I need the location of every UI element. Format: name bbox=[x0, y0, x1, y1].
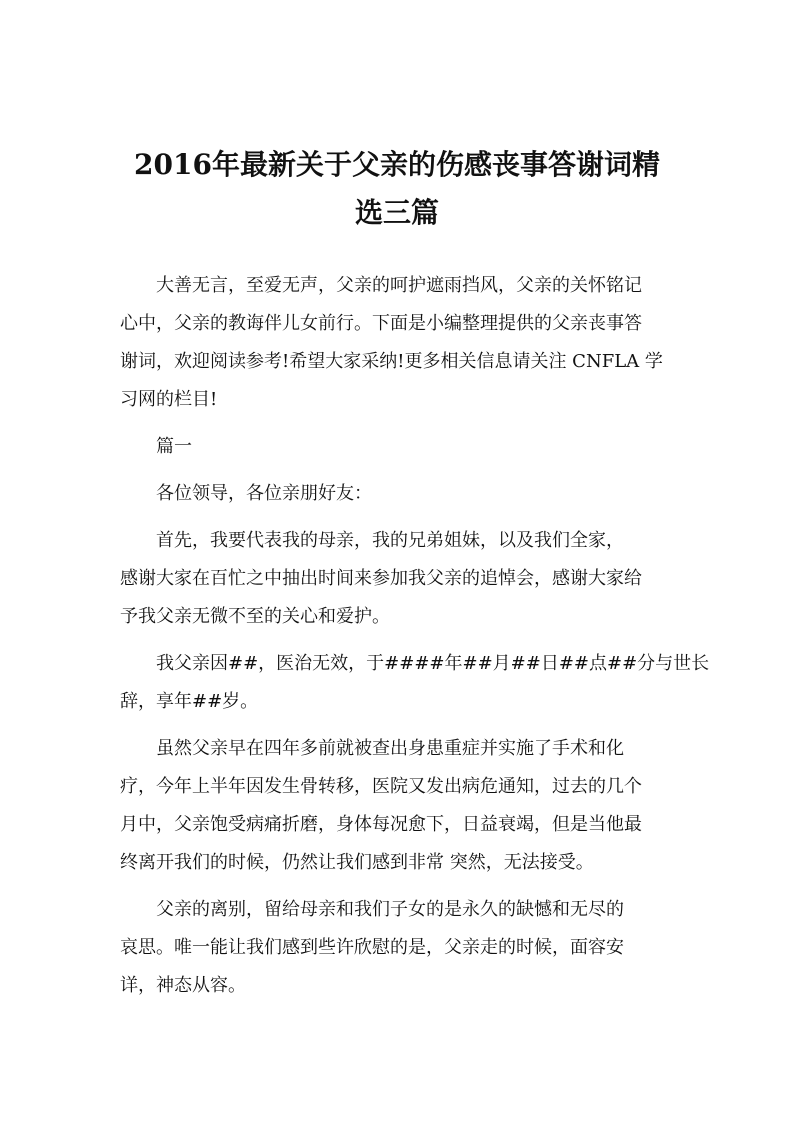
paragraph-1-line-1: 首先，我要代表我的母亲，我的兄弟姐妹，以及我们全家， bbox=[156, 530, 624, 551]
intro-line-2: 心中，父亲的教诲伴儿女前行。下面是小编整理提供的父亲丧事答 bbox=[120, 313, 642, 334]
paragraph-3-line-2: 疗，今年上半年因发生骨转移，医院又发出病危通知，过去的几个 bbox=[120, 776, 642, 797]
greeting-line: 各位领导，各位亲朋好友： bbox=[156, 483, 372, 504]
paragraph-2-line-2: 辞，享年##岁。 bbox=[120, 691, 259, 712]
intro-line-1: 大善无言，至爱无声，父亲的呵护遮雨挡风，父亲的关怀铭记 bbox=[156, 275, 642, 296]
document-title-line-1: 2016年最新关于父亲的伤感丧事答谢词精 bbox=[134, 148, 660, 181]
paragraph-3-line-4: 终离开我们的时候，仍然让我们感到非常 突然，无法接受。 bbox=[120, 852, 594, 873]
paragraph-4-line-2: 哀思。唯一能让我们感到些许欣慰的是，父亲走的时候，面容安 bbox=[120, 937, 624, 958]
intro-line-3: 谢词，欢迎阅读参考!希望大家采纳!更多相关信息请关注 CNFLA 学 bbox=[120, 351, 663, 372]
paragraph-4-line-1: 父亲的离别，留给母亲和我们子女的是永久的缺憾和无尽的 bbox=[156, 899, 624, 920]
section-heading: 篇一 bbox=[156, 436, 192, 457]
paragraph-4-line-3: 详，神态从容。 bbox=[120, 975, 246, 996]
paragraph-3-line-3: 月中，父亲饱受病痛折磨，身体每况愈下，日益衰竭，但是当他最 bbox=[120, 814, 642, 835]
paragraph-1-line-2: 感谢大家在百忙之中抽出时间来参加我父亲的追悼会，感谢大家给 bbox=[120, 568, 642, 589]
paragraph-2-line-1: 我父亲因##，医治无效，于####年##月##日##点##分与世长 bbox=[156, 653, 710, 674]
document-title-line-2: 选三篇 bbox=[354, 196, 439, 229]
paragraph-3-line-1: 虽然父亲早在四年多前就被查出身患重症并实施了手术和化 bbox=[156, 738, 624, 759]
paragraph-1-line-3: 予我父亲无微不至的关心和爱护。 bbox=[120, 606, 390, 627]
intro-line-4: 习网的栏目! bbox=[120, 389, 218, 410]
